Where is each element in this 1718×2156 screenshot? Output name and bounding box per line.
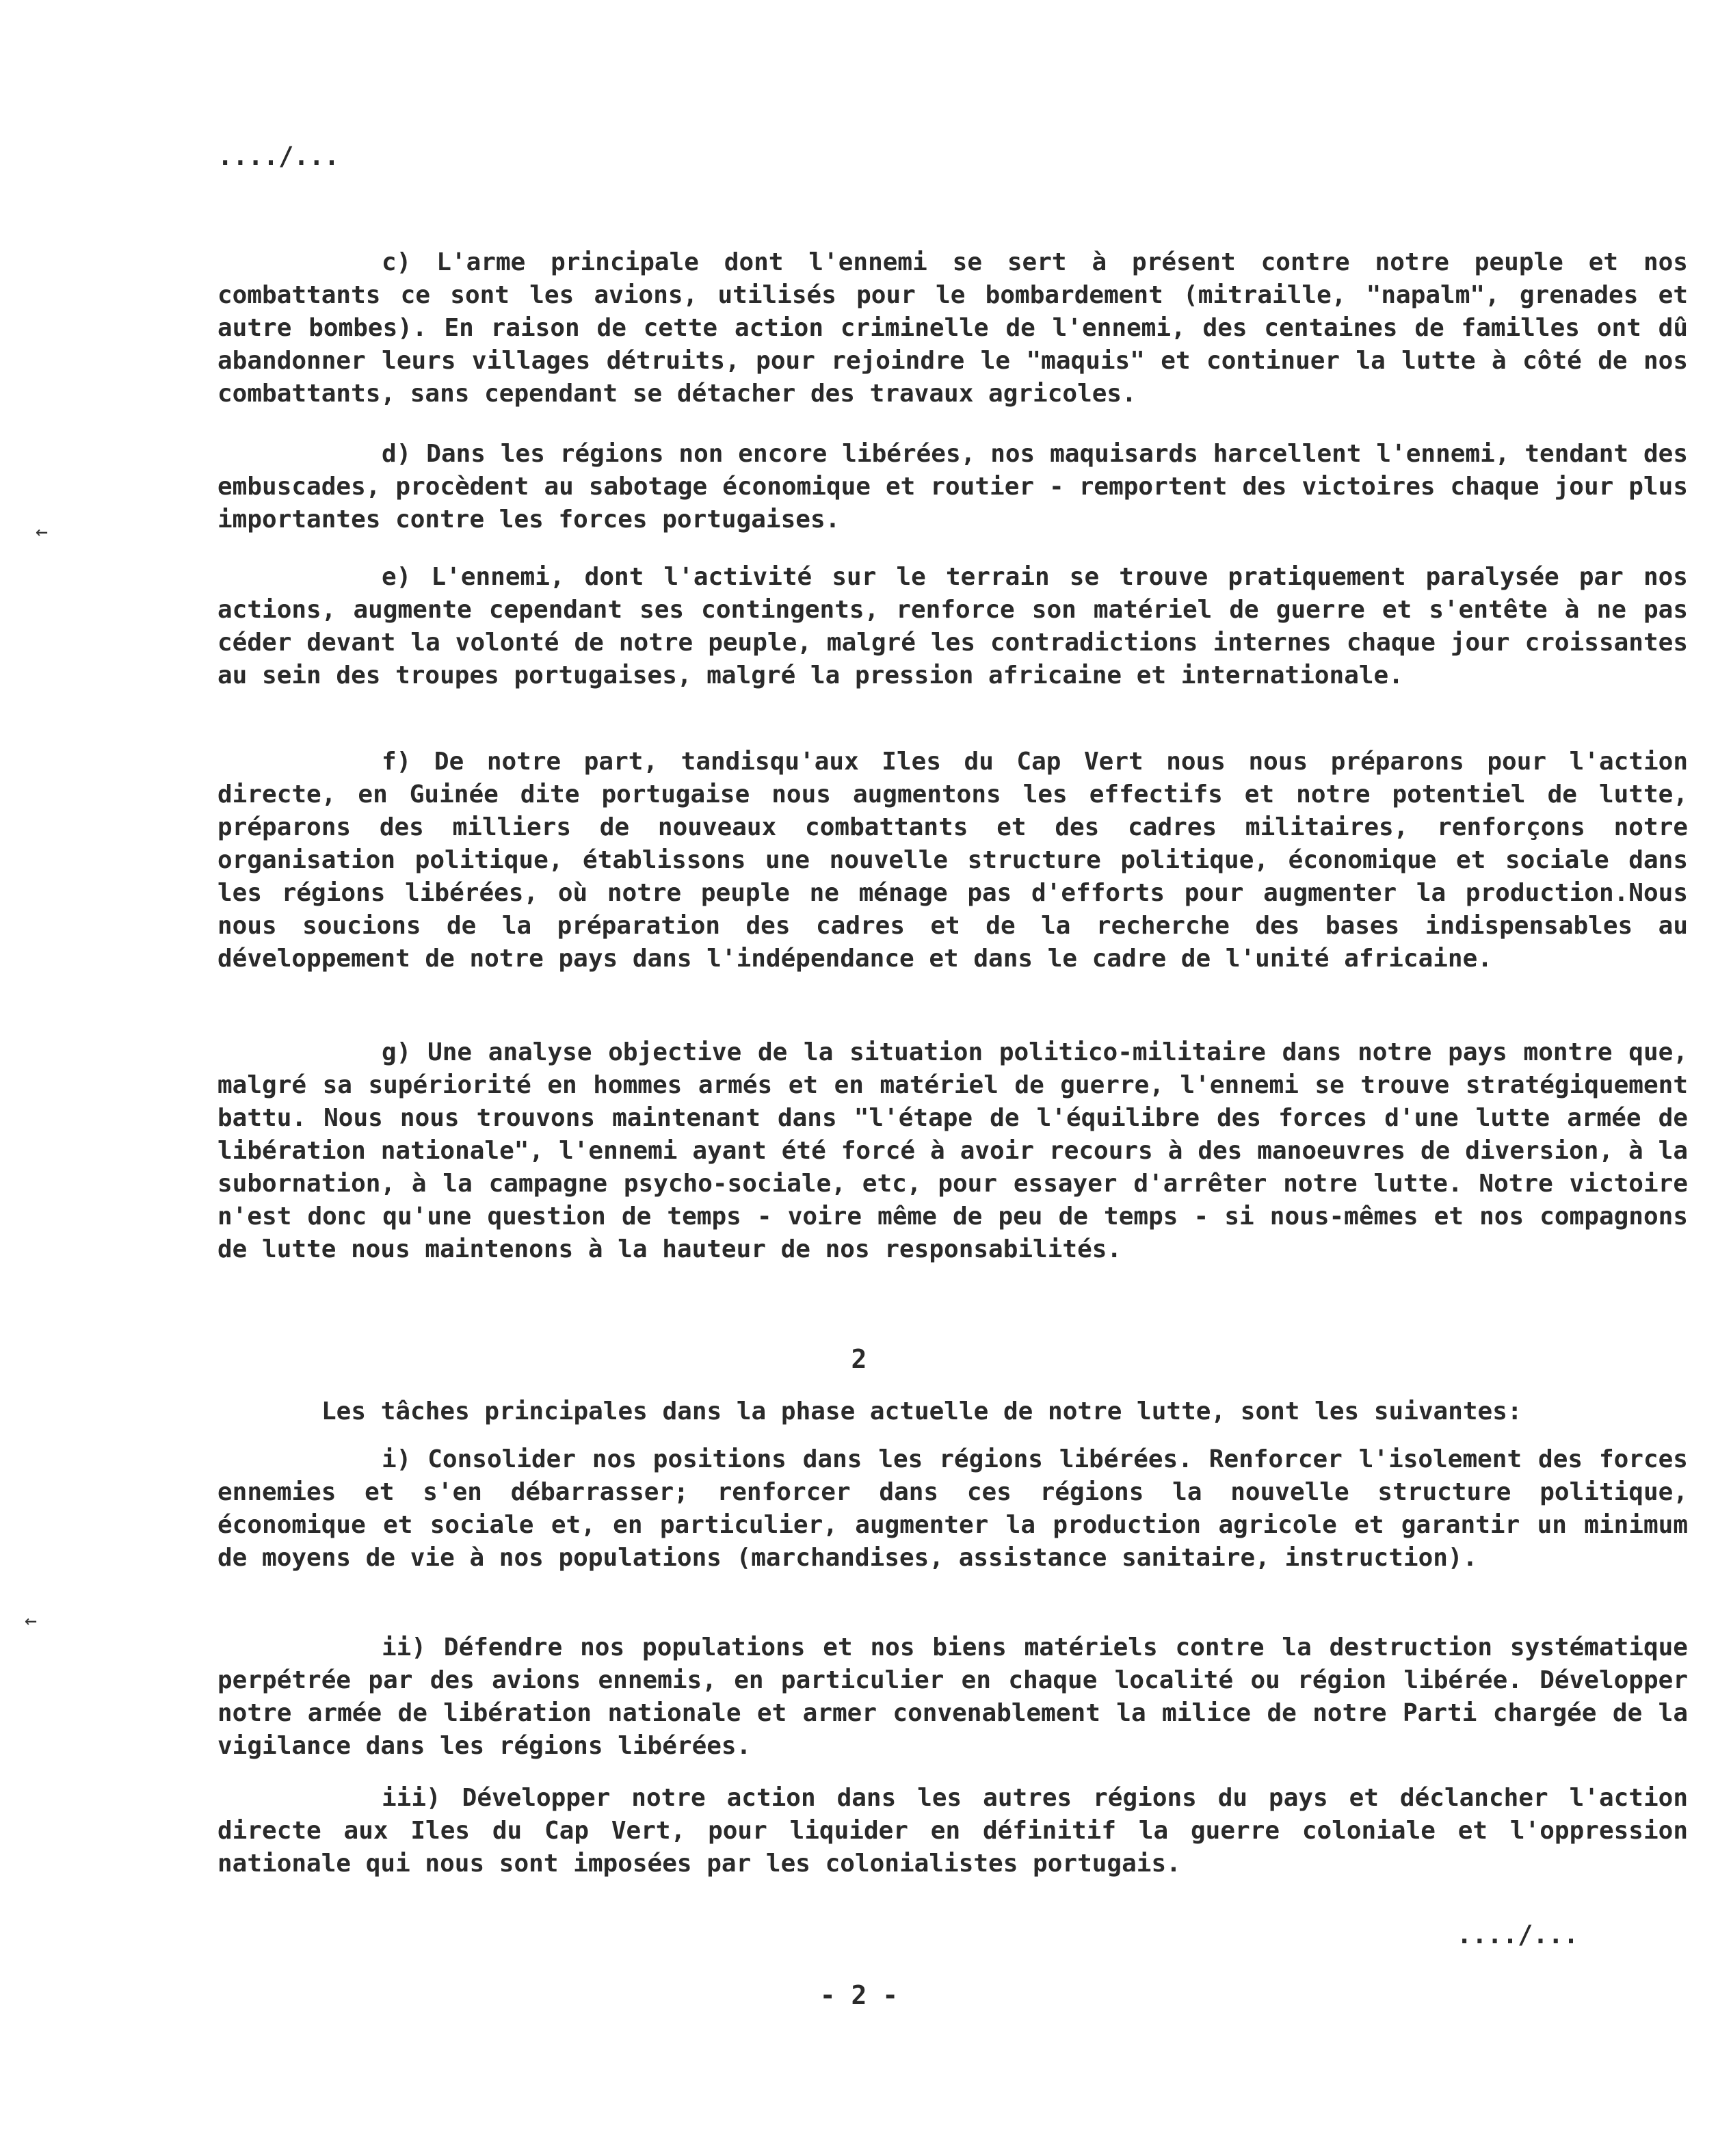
paragraph-g: [217, 1036, 1688, 1266]
task-label: i): [382, 1445, 412, 1473]
task-iii: [217, 1782, 1688, 1880]
task-text: Consolider nos positions dans les régions libérées. Renforcer l'isolement des forces ennemies et s'en débarrasser; renforcer dans ces régions la nouvelle structure politique, économique et sociale et, en particulier, augmenter la production agricole et garantir un minimum de moyens de vie à nos populations (marchandises, assistance sanitaire, instruction).: [217, 1445, 1688, 1572]
continuation-marker-top: ..../...: [217, 142, 340, 171]
paragraph-label: c): [382, 248, 412, 276]
section-intro: Les tâches principales dans la phase actuelle de notre lutte, sont les suivantes:: [321, 1397, 1522, 1425]
paragraph-label: f): [382, 748, 412, 776]
paragraph-text: L'arme principale dont l'ennemi se sert à présent contre notre peuple et nos combattants ce sont les avions, utilisés pour le bombardement (mitraille, "napalm", grenades et autre bombes). En raison de cette action criminelle de l'ennemi, des centaines de familles ont dû abandonner leurs villages détruits, pour rejoindre le "maquis" et continuer la lutte à côté de nos combattants, sans cependant se détacher des travaux agricoles.: [217, 248, 1688, 408]
continuation-marker-bottom: ..../...: [1457, 1920, 1579, 1949]
paragraph-d: [217, 438, 1688, 536]
margin-mark: ←: [25, 1609, 38, 1633]
paragraph-c: [217, 246, 1688, 410]
paragraph-label: g): [382, 1038, 412, 1066]
margin-mark: ←: [36, 520, 49, 544]
paragraph-f: [217, 746, 1688, 975]
paragraph-text: L'ennemi, dont l'activité sur le terrain se trouve pratiquement paralysée par nos actions, augmente cependant ses contingents, renforce son matériel de guerre et s'entête à ne pas céder devant la volonté de notre peuple, malgré les contradictions internes chaque jour croissantes au sein des troupes portugaises, malgré la pression africaine et internationale.: [217, 563, 1688, 689]
paragraph-text: Une analyse objective de la situation politico-militaire dans notre pays montre que, malgré sa supériorité en hommes armés et en matériel de guerre, l'ennemi se trouve stratégiquement battu. Nous nous trouvons maintenant dans "l'étape de l'équilibre des forces d'une lutte armée de libération nationale", l'ennemi ayant été forcé à avoir recours à des manoeuvres de diversion, à la subornation, à la campagne psycho-sociale, etc, pour essayer d'arrêter notre lutte. Notre victoire n'est donc qu'une question de temps - voire même de peu de temps - si nous-mêmes et nos compagnons de lutte nous maintenons à la hauteur de nos responsabilités.: [217, 1038, 1688, 1263]
task-text: Défendre nos populations et nos biens matériels contre la destruction systématique perpétrée par des avions ennemis, en particulier en chaque localité ou région libérée. Développer notre armée de libération nationale et armer convenablement la milice de notre Parti chargée de la vigilance dans les régions libérées.: [217, 1633, 1688, 1760]
task-label: iii): [382, 1784, 441, 1812]
paragraph-e: [217, 561, 1688, 692]
task-label: ii): [382, 1633, 427, 1661]
task-ii: [217, 1631, 1688, 1763]
paragraph-label: d): [382, 440, 412, 468]
task-i: [217, 1443, 1688, 1575]
section-number: 2: [851, 1344, 867, 1374]
task-text: Développer notre action dans les autres régions du pays et déclancher l'action directe aux Iles du Cap Vert, pour liquider en définitif la guerre coloniale et l'oppression nationale qui nous sont imposées par les colonialistes portugais.: [217, 1784, 1688, 1878]
paragraph-label: e): [382, 563, 412, 591]
paragraph-text: Dans les régions non encore libérées, nos maquisards harcellent l'ennemi, tendant des embuscades, procèdent au sabotage économique et routier - remportent des victoires chaque jour plus importantes contre les forces portugaises.: [217, 440, 1688, 534]
paragraph-text: De notre part, tandisqu'aux Iles du Cap Vert nous nous préparons pour l'action directe, en Guinée dite portugaise nous augmentons les effectifs et notre potentiel de lutte, préparons des milliers de nouveaux combattants et des cadres militaires, renforçons notre organisation politique, établissons une nouvelle structure politique, économique et sociale dans les régions libérées, où notre peuple ne ménage pas d'efforts pour augmenter la production.Nous nous soucions de la préparation des cadres et de la recherche des bases indispensables au développement de notre pays dans l'indépendance et dans le cadre de l'unité africaine.: [217, 748, 1688, 973]
page-number: - 2 -: [819, 1980, 899, 2010]
